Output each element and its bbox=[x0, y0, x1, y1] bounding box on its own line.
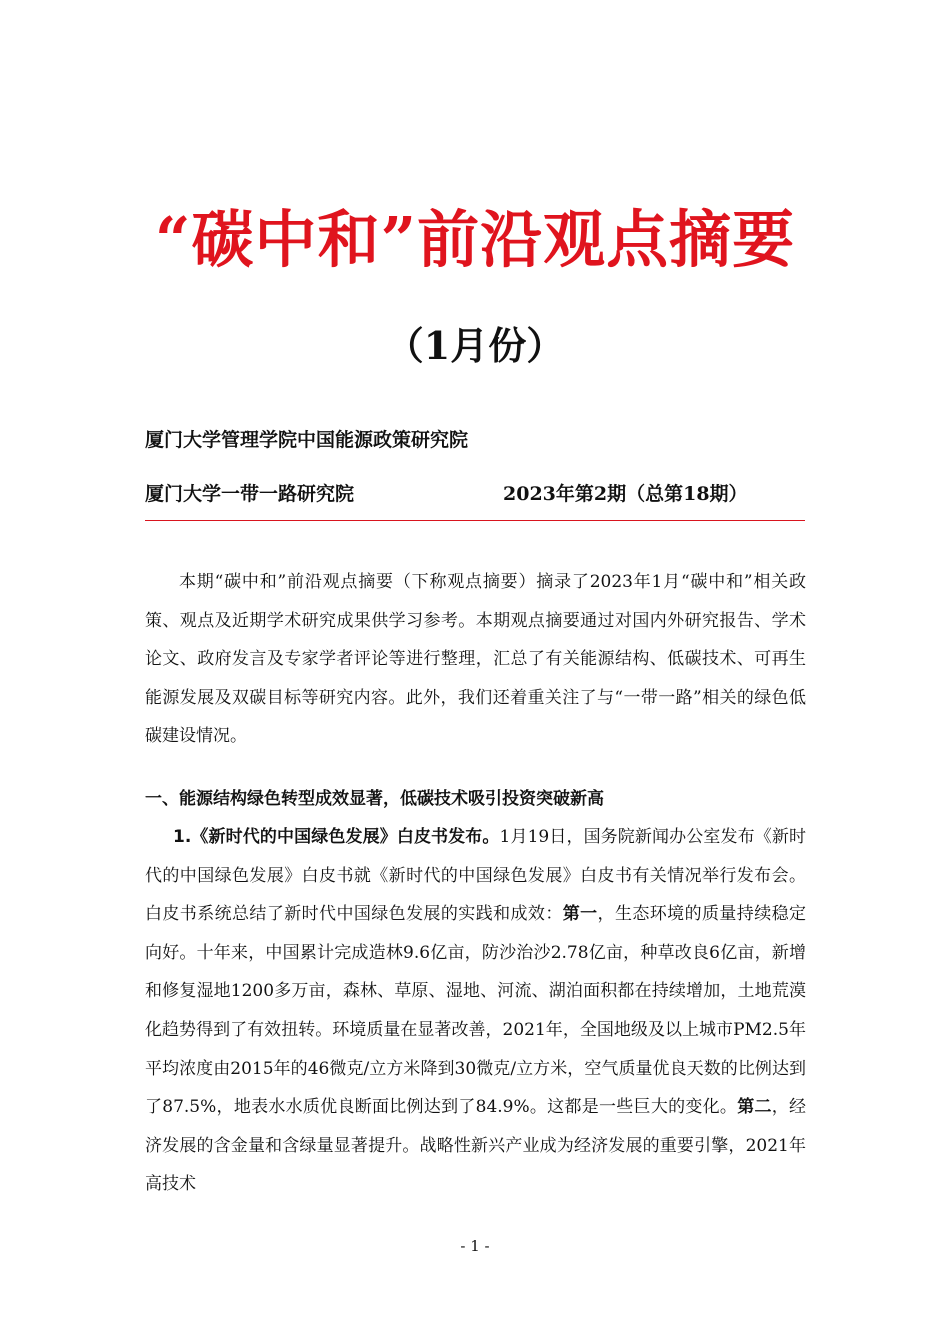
section-1-heading: 一、能源结构绿色转型成效显著，低碳技术吸引投资突破新高 bbox=[145, 789, 604, 809]
document-title: “碳中和”前沿观点摘要 bbox=[154, 203, 796, 276]
institution-name-1: 厦门大学管理学院中国能源政策研究院 bbox=[145, 429, 469, 451]
issue-number: 2023年第2期（总第18期） bbox=[503, 483, 748, 505]
item-1-text-c: ，经济发展的含金量和含绿量显著提升。战略性新兴产业成为经济发展的重要引擎，2021年高技术 bbox=[145, 1097, 807, 1195]
item-1-text-b: ，生态环境的质量持续稳定向好。十年来，中国累计完成造林9.6亿亩，防沙治沙2.78亿亩，种草改良6亿亩，新增和修复湿地1200多万亩，森林、草原、湿地、河流、湖泊面积都在持续增加，土地荒漠化趋势得到了有效扭转。环境质量在显著改善，2021年，全国地级及以上城市PM2.5年平均浓度由2015年的46微克/立方米降到30微克/立方米，空气质量优良天数的比例达到了87.5%，地表水水质优良断面比例达到了84.9%。这都是一些巨大的变化。 bbox=[145, 904, 807, 1118]
item-1-second-label: 第二 bbox=[737, 1097, 772, 1118]
item-1-text-a: 1月19日，国务院新闻办公室发布《新时代的中国绿色发展》白皮书就《新时代的中国绿色发展》白皮书有关情况举行发布会。白皮书系统总结了新时代中国绿色发展的实践和成效： bbox=[145, 827, 806, 925]
item-1-first-label: 第一 bbox=[562, 904, 598, 925]
page-number: - 1 - bbox=[460, 1237, 490, 1255]
institution-name-2: 厦门大学一带一路研究院 bbox=[145, 483, 355, 505]
intro-paragraph: 本期“碳中和”前沿观点摘要（下称观点摘要）摘录了2023年1月“碳中和”相关政策、观点及近期学术研究成果供学习参考。本期观点摘要通过对国内外研究报告、学术论文、政府发言及专家学者评论等进行整理，汇总了有关能源结构、低碳技术、可再生能源发展及双碳目标等研究内容。此外，我们还着重关注了与“一带一路”相关的绿色低碳建设情况。 bbox=[145, 572, 806, 747]
document-subtitle: （1月份） bbox=[385, 323, 565, 368]
item-1-paragraph bbox=[145, 818, 806, 1204]
item-1-lead: 1.《新时代的中国绿色发展》白皮书发布。 bbox=[173, 827, 500, 847]
header-divider bbox=[145, 520, 805, 521]
